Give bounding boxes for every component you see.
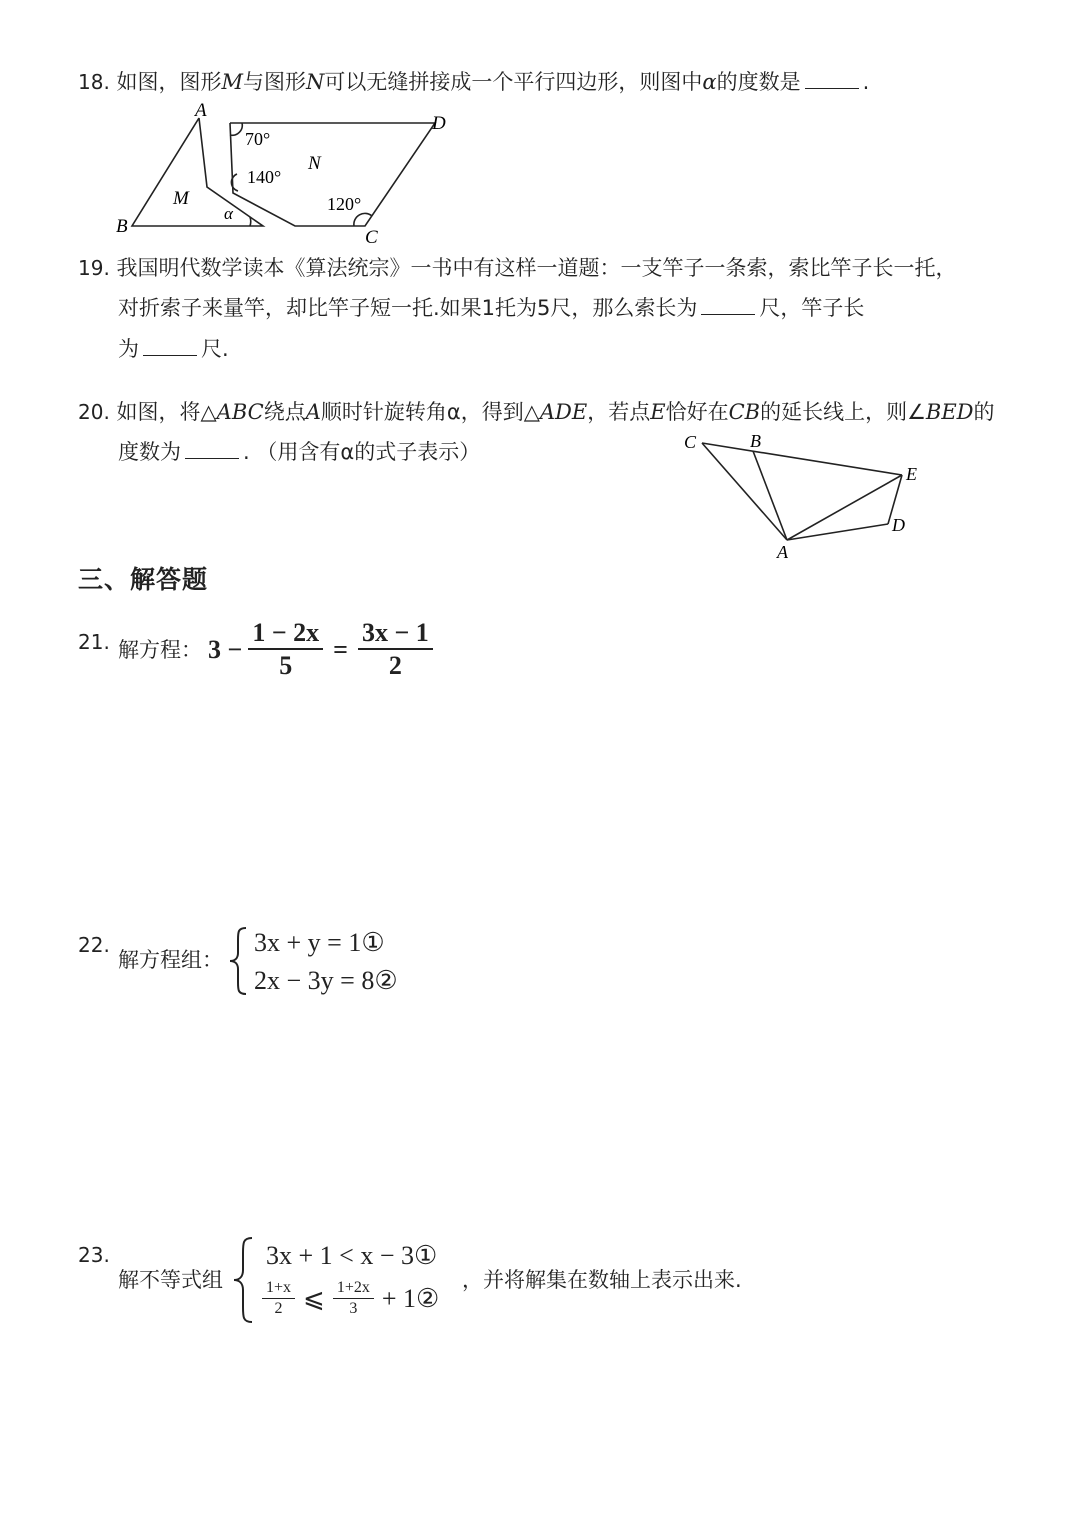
question-text: 的 — [973, 400, 995, 424]
question-text: . （用含有α的式子表示） — [243, 440, 481, 464]
question-text: 恰好在 — [665, 400, 729, 424]
question-21 — [118, 618, 433, 682]
left-brace — [226, 926, 250, 996]
answer-blank[interactable] — [143, 337, 197, 356]
inequality-1: 3x + 1 < x − 3① — [266, 1241, 438, 1270]
equation-constant: 3 − — [208, 635, 243, 664]
label-a: A — [195, 100, 207, 121]
equation-1: 3x + y = 1① — [254, 928, 385, 957]
question-text: 度数为 — [118, 440, 181, 464]
answer-blank[interactable] — [805, 70, 859, 89]
question-text: 为 — [118, 337, 139, 361]
fraction-numerator: 3x − 1 — [358, 618, 433, 650]
label-b: B — [750, 431, 761, 451]
question-number: 20. — [78, 400, 110, 424]
fraction-numerator: 1 − 2x — [248, 618, 323, 650]
leq-sign: ⩽ — [303, 1283, 325, 1313]
fraction-1 — [248, 618, 323, 682]
question-number: 23. — [78, 1243, 110, 1267]
label-n: N — [308, 153, 321, 174]
label-a: A — [777, 542, 788, 562]
fraction-2 — [358, 618, 433, 682]
inequality-2 — [262, 1278, 439, 1319]
math-var: N — [306, 70, 325, 94]
math-var: ABC — [216, 400, 264, 424]
math-var: BED — [925, 400, 974, 424]
angle-arc-alpha — [250, 217, 251, 226]
segment-ba — [753, 451, 787, 540]
question-label: 解不等式组 — [118, 1268, 223, 1292]
fraction-2 — [333, 1278, 374, 1319]
fraction-numerator: 1+x — [262, 1278, 295, 1299]
question-text: 可以无缝拼接成一个平行四边形，则图中 — [324, 70, 703, 94]
question-18 — [78, 66, 869, 98]
question-label: 解方程： — [118, 638, 202, 662]
math-var: A — [305, 400, 321, 424]
answer-blank[interactable] — [185, 440, 239, 459]
question-number: 21. — [78, 630, 110, 654]
angle-arc-70 — [230, 123, 242, 135]
left-brace — [230, 1236, 256, 1324]
segment-cb-e — [702, 443, 902, 475]
question-text: 与图形 — [243, 70, 307, 94]
label-70: 70° — [245, 129, 271, 149]
fraction-denominator: 3 — [349, 1300, 358, 1317]
question-text: 的度数是 — [716, 70, 801, 94]
math-var: α — [702, 70, 717, 94]
fraction-denominator: 2 — [388, 651, 402, 680]
question-19 — [78, 252, 957, 284]
inequality-tail: + 1② — [381, 1283, 440, 1313]
question-20 — [78, 396, 995, 428]
label-m: M — [173, 188, 189, 209]
segment-ca — [702, 443, 787, 540]
label-e: E — [906, 464, 917, 484]
question-19-line3 — [118, 333, 229, 365]
section-title: 三、解答题 — [78, 565, 209, 594]
question-19-line2 — [118, 292, 864, 324]
question-text: 尺. — [201, 337, 229, 361]
question-text: 对折索子来量竿，却比竿子短一托.如果1托为5尺，那么索长为 — [118, 296, 698, 320]
label-140: 140° — [247, 167, 282, 187]
question-text: 我国明代数学读本《算法统宗》一书中有这样一道题：一支竿子一条索，索比竿子长一托， — [116, 256, 957, 280]
fraction-denominator: 5 — [279, 651, 293, 680]
equation-system — [254, 924, 398, 1000]
question-text: 绕点 — [263, 400, 306, 424]
question-number: 19. — [78, 256, 110, 280]
label-d: D — [892, 515, 905, 535]
question-text: 的延长线上，则∠ — [760, 400, 926, 424]
question-number: 18. — [78, 70, 110, 94]
math-var: ADE — [539, 400, 588, 424]
label-c: C — [684, 432, 697, 452]
question-number: 22. — [78, 933, 110, 957]
label-d: D — [432, 113, 446, 134]
label-120: 120° — [327, 194, 362, 214]
equation-2: 2x − 3y = 8② — [254, 966, 398, 995]
math-var: CB — [728, 400, 761, 424]
label-b: B — [116, 216, 128, 237]
question-text: 尺，竿子长 — [759, 296, 865, 320]
label-c: C — [365, 227, 378, 246]
question-label: 解方程组： — [118, 948, 223, 972]
label-alpha: α — [224, 204, 233, 223]
fraction-1 — [262, 1278, 295, 1319]
question-instruction: ，并将解集在数轴上表示出来. — [462, 1268, 742, 1292]
question-text: 顺时针旋转角α，得到△ — [320, 400, 540, 424]
question-text: ，若点 — [587, 400, 651, 424]
equals-sign: = — [333, 635, 348, 664]
math-var: M — [221, 70, 244, 94]
shape-m — [132, 118, 263, 226]
math-var: E — [650, 400, 666, 424]
question-text: 如图，将△ — [116, 400, 217, 424]
fraction-numerator: 1+2x — [333, 1278, 374, 1299]
answer-blank[interactable] — [701, 296, 755, 315]
end-mark: . — [862, 70, 870, 94]
question-20-line2 — [118, 436, 480, 468]
fraction-denominator: 2 — [274, 1300, 283, 1317]
q18-figure — [110, 98, 470, 246]
question-text: 如图，图形 — [116, 70, 222, 94]
q20-figure — [680, 430, 930, 565]
